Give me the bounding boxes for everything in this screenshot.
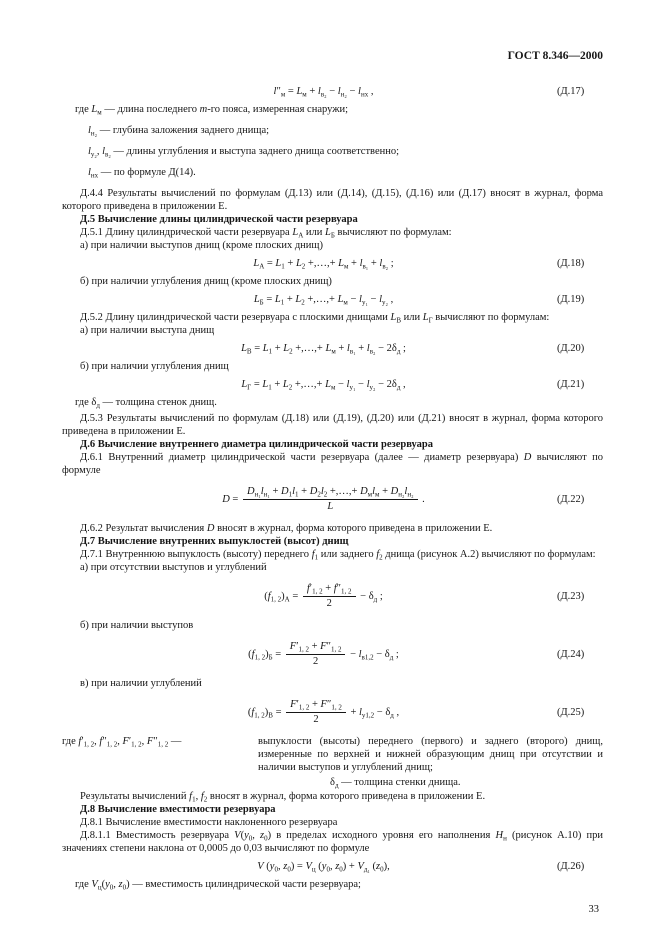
formula-row (62, 486, 603, 513)
formula-row (62, 293, 603, 306)
formula-row (62, 583, 603, 610)
document-content (62, 85, 603, 891)
formula-row (62, 342, 603, 355)
paragraph: где $\delta_д$ — толщина стенок днищ. (75, 397, 217, 410)
section-heading: Д.6 Вычисление внутреннего диаметра цилиндрической части резервуара (80, 439, 433, 450)
paragraph: а) при наличии выступа днищ (80, 325, 215, 336)
formula-expression: $L_Г = L_1 + L_2$ +,…,+ $L_м - l_{у_1} - l_{у_2} - 2\delta_д$ , (241, 379, 406, 392)
formula-row (62, 257, 603, 270)
paragraph: а) при отсутствии выступов и углублений (80, 562, 267, 573)
formula-row (62, 378, 603, 391)
paragraph: Д.5.1 Длину цилиндрической части резервуара $L_А$ или $L_Б$ вычисляют по формулам: (80, 227, 452, 240)
paragraph: где $V_ц(y_0$, $z_0$) — вместимость цилиндрической части резервуара; (75, 879, 361, 892)
paragraph: Результаты вычислений $f_1$, $f_2$ вносят в журнал, форма которого приведена в приложении Е. (80, 791, 486, 804)
paragraph: а) при наличии выступов днищ (кроме плоских днищ) (80, 240, 324, 251)
formula-expression: $L_А = L_1 + L_2$ +,…,+ $L_м + l_{в_1} + l_{в_2}$ ; (253, 258, 394, 271)
paragraph: $\delta_д$ — толщина стенки днища. (330, 777, 461, 790)
paragraph: $l_{нх}$ — по формуле Д(14). (88, 167, 196, 180)
standard-designation: ГОСТ 8.346—2000 (507, 50, 603, 62)
section-heading: Д.5 Вычисление длины цилиндрической части резервуара (80, 214, 358, 225)
paragraph: Д.4.4 Результаты вычислений по формулам (Д.13) или (Д.14), (Д.15), (Д.16) или (Д.17) вносят в журнал, форма которого приведена в приложении Е. (62, 188, 603, 212)
paragraph: Д.8.1 Вычисление вместимости наклоненного резервуара (80, 817, 338, 828)
formula-expression: $(f_{1, 2})_Б$ = $\frac{F'_{1, 2} + F''_{1, 2}}{2}$ − $l_{в1,2} - \delta_д$ ; (248, 641, 399, 667)
formula-expression: $(f_{1, 2})_В$ = $\frac{F'_{1, 2} + F''_{1, 2}}{2}$ + $l_{у1,2} - \delta_д$ , (247, 699, 400, 725)
formula-row (62, 860, 603, 873)
page-number: 33 (588, 904, 599, 915)
formula-row (62, 641, 603, 668)
paragraph: Д.5.3 Результаты вычислений по формулам (Д.18) или (Д.19), (Д.20) или (Д.21) вносят в журнал, форма которого приведена в приложении Е. (62, 413, 603, 437)
formula-expression: D = $\frac{D_{н_1}l_{н_1} + D_1l_1 + D_2l_2 +,\dots,+ D_мl_м + D_{н_2}l_{н_2}}{L}$ . (222, 486, 425, 512)
section-heading: Д.7 Вычисление внутренних выпуклостей (высот) днищ (80, 536, 349, 547)
paragraph: Д.7.1 Внутреннюю выпуклость (высоту) переднего $f_1$ или заднего $f_2$ днища (рисунок А.2) вычисляют по формулам: (80, 549, 596, 562)
section-heading: Д.8 Вычисление вместимости резервуара (80, 804, 276, 815)
formula-number: (Д.19) (557, 294, 585, 305)
paragraph: $l_{у_2}$, $l_{в_2}$ — длины углубления и выступа заднего днища соответственно; (88, 146, 400, 159)
where-definition (62, 735, 603, 774)
paragraph: б) при наличии углубления днищ (кроме плоских днищ) (80, 276, 332, 287)
formula-number: (Д.17) (557, 86, 585, 97)
where-description: выпуклости (высоты) переднего (первого) и заднего (второго) днищ, измеренные по верхней и нижней образующим днищ при отсутствии и наличии выступов и углублений днищ; (258, 736, 603, 773)
paragraph: в) при наличии углублений (80, 678, 202, 689)
paragraph: Д.6.2 Результат вычисления D вносят в журнал, форма которого приведена в приложении Е. (80, 523, 493, 534)
paragraph: где $L_м$ — длина последнего m-го пояса, измеренная снаружи; (75, 104, 349, 117)
formula-number: (Д.18) (557, 258, 585, 269)
paragraph: $l_{н_2}$ — глубина заложения заднего днища; (88, 125, 270, 138)
where-term: где $f'_{1, 2}$, $f''_{1, 2}$, $F'_{1, 2}$, $F''_{1, 2}$ — (62, 736, 182, 749)
formula-number: (Д.26) (557, 861, 585, 872)
formula-number: (Д.22) (557, 494, 585, 505)
formula-row (62, 85, 603, 98)
formula-number: (Д.25) (557, 707, 585, 718)
formula-number: (Д.20) (557, 343, 585, 354)
paragraph: б) при наличии углубления днищ (80, 361, 229, 372)
formula-number: (Д.23) (557, 591, 585, 602)
formula-number: (Д.24) (557, 649, 585, 660)
formula-expression: $l''_м = L_м + l_{в_2} - l_{н_2} - l_{нх}$ , (273, 86, 374, 99)
paragraph: Д.5.2 Длину цилиндрической части резервуара с плоскими днищами $L_В$ или $L_Г$ вычисляют по формулам: (80, 312, 550, 325)
formula-number: (Д.21) (557, 379, 585, 390)
paragraph: б) при наличии выступов (80, 620, 194, 631)
formula-expression: V ($y_0$, $z_0) = V_ц$ ($y_0$, $z_0) + V_{д_1}$ $(z_0)$, (257, 861, 390, 874)
formula-expression: $L_Б = L_1 + L_2$ +,…,+ $L_м - l_{у_1} - l_{у_2}$ , (253, 294, 394, 307)
formula-expression: $(f_{1, 2})_А$ = $\frac{f'_{1, 2} + f''_{1, 2}}{2}$ − $\delta_д$ ; (264, 583, 383, 609)
paragraph: Д.8.1.1 Вместимость резервуара $V(y_0$, $z_0$) в пределах исходного уровня его наполнения $Н_н$ (рисунок А.10) при значениях степени наклона от 0,0005 до 0,03 вычисляют по формуле (62, 830, 603, 854)
formula-row (62, 699, 603, 726)
paragraph: Д.6.1 Внутренний диаметр цилиндрической части резервуара (далее — диаметр резервуара) D вычисляют по формуле (62, 452, 603, 476)
formula-expression: $L_В = L_1 + L_2$ +,…,+ $L_м + l_{в_1} + l_{в_2} - 2\delta_д$ ; (241, 343, 406, 356)
